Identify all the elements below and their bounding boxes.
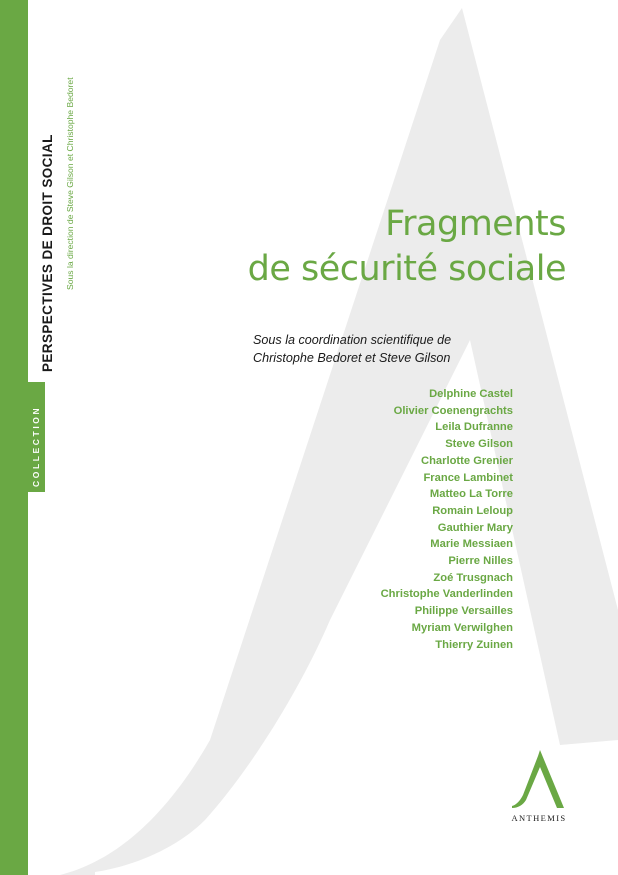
anthemis-logo-icon — [504, 748, 574, 810]
contributor-name: Steve Gilson — [445, 438, 513, 451]
contributor-name: Gauthier Mary — [437, 521, 513, 534]
series-title: PERSPECTIVES DE DROIT SOCIAL — [40, 134, 55, 372]
title-line-1: Fragments — [385, 204, 566, 244]
collection-label: COLLECTION — [31, 405, 41, 487]
coordination-line-1: Sous la coordination scientifique de — [253, 333, 452, 347]
contributor-name: Matteo La Torre — [429, 488, 513, 501]
title-line-2: de sécurité sociale — [247, 249, 566, 289]
book-title — [248, 202, 566, 292]
contributor-name: Myriam Verwilghen — [411, 621, 513, 634]
contributor-name: Philippe Versailles — [414, 605, 513, 618]
contributor-name: Olivier Coenengrachts — [393, 404, 513, 417]
contributor-list — [381, 386, 513, 653]
contributor-name: Thierry Zuinen — [435, 638, 513, 651]
contributor-name: Christophe Vanderlinden — [380, 588, 513, 601]
coordination-line-2: Christophe Bedoret et Steve Gilson — [253, 351, 451, 365]
series-direction: Sous la direction de Steve Gilson et Christophe Bedoret — [65, 77, 75, 290]
contributor-name: Charlotte Grenier — [420, 454, 513, 467]
contributor-name: Leila Dufranne — [435, 421, 513, 434]
contributor-name: Romain Leloup — [432, 504, 513, 517]
publisher-name: ANTHEMIS — [511, 813, 567, 823]
contributor-name: Marie Messiaen — [430, 538, 513, 551]
coordination-note — [253, 331, 513, 367]
contributor-name: Delphine Castel — [429, 388, 513, 400]
contributor-name: France Lambinet — [423, 471, 513, 484]
contributor-name: Pierre Nilles — [448, 555, 513, 568]
contributor-name: Zoé Trusgnach — [433, 571, 513, 584]
